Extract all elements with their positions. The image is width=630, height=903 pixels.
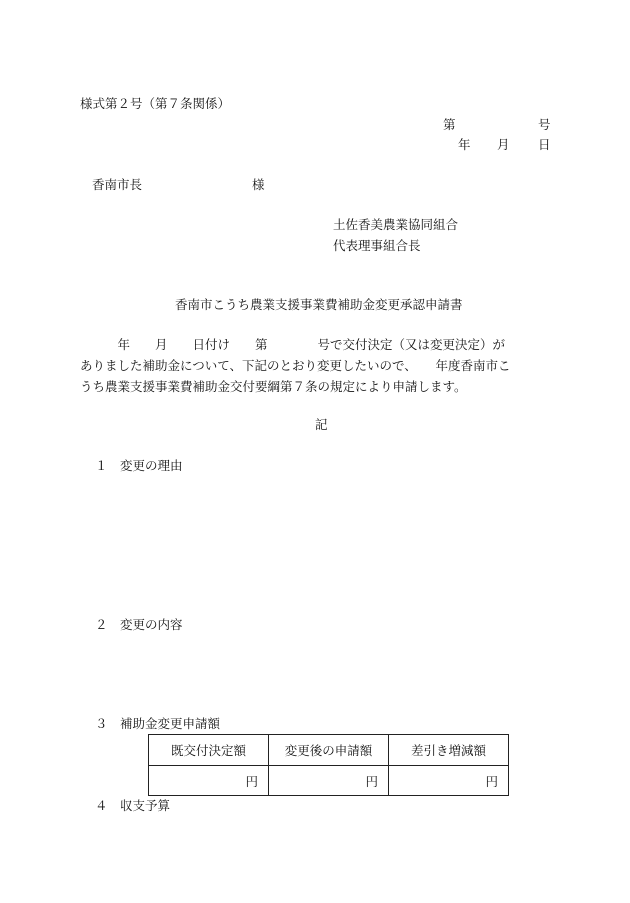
section-4-heading: ４ 収支予算 [95,798,171,813]
section-3-heading: ３ 補助金変更申請額 [95,716,221,731]
amount-table-header-row [149,735,509,766]
addressee-name: 香南市長 [92,177,143,192]
section-2-heading: ２ 変更の内容 [95,617,183,632]
unit-yen: 円 [245,773,258,789]
body-line-1: 年 月 日付け 第 号で交付決定（又は変更決定）が [80,337,506,352]
amount-table-value-row [149,766,509,796]
form-number: 様式第２号（第７条関係） [80,96,231,111]
section-1-heading: １ 変更の理由 [95,458,183,473]
applicant-title: 代表理事組合長 [333,238,421,253]
header-difference: 差引き増減額 [389,735,509,766]
date-day: 日 [538,137,551,152]
existing-amount-cell[interactable] [149,766,269,796]
document-title: 香南市こうち農業支援事業費補助金変更承認申請書 [175,297,463,312]
date-year: 年 [458,137,471,152]
difference-cell[interactable] [389,766,509,796]
body-line-3: うち農業支援事業費補助金交付要綱第７条の規定により申請します。 [80,379,467,394]
doc-number-suffix: 号 [538,117,551,132]
revised-amount-cell[interactable] [269,766,389,796]
date-month: 月 [497,137,510,152]
doc-number-prefix: 第 [443,117,456,132]
unit-yen: 円 [485,773,498,789]
header-revised-amount: 変更後の申請額 [269,735,389,766]
ki-mark: 記 [315,417,328,432]
unit-yen: 円 [365,773,378,789]
body-line-2: ありました補助金について、下記のとおり変更したいので、 年度香南市こ [80,358,511,373]
body-text [80,334,550,397]
amount-table [148,734,509,796]
header-existing-amount: 既交付決定額 [149,735,269,766]
addressee-honorific: 様 [252,177,265,192]
applicant-org: 土佐香美農業協同組合 [333,217,459,232]
